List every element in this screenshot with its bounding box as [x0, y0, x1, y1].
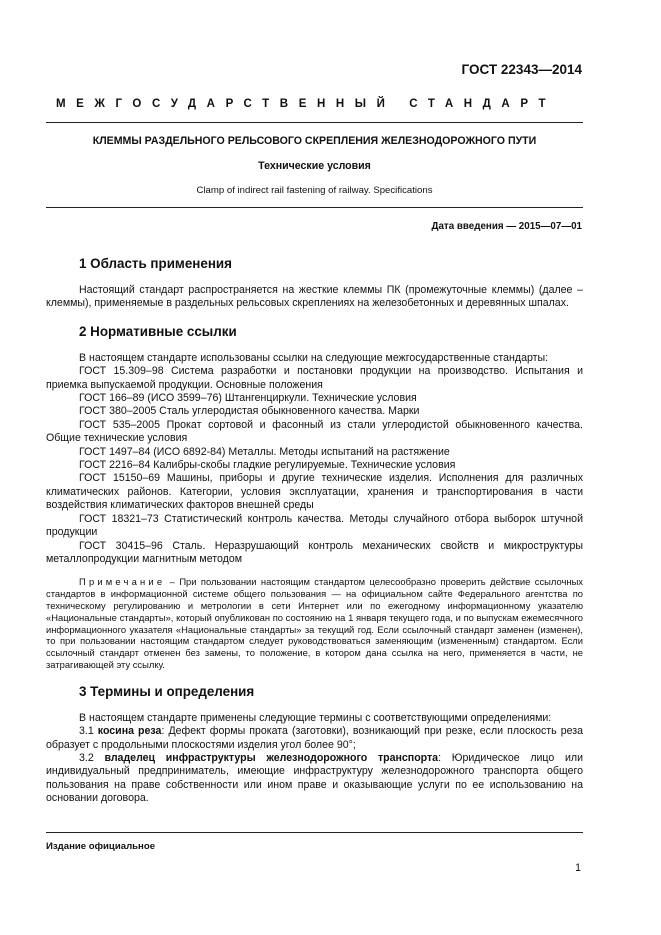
reference-item: ГОСТ 2216–84 Калибры-скобы гладкие регулируемые. Технические условия — [79, 459, 456, 472]
note — [46, 576, 583, 670]
term-item — [46, 725, 583, 752]
note-label: Примечание — [79, 576, 166, 588]
paragraph: Настоящий стандарт распространяется на жесткие клеммы ПК (промежуточные клеммы) (далее – клеммы), применяемые в раздельных рельсовых скреплениях на железобетонных и деревянных шпалах. — [46, 284, 583, 310]
document-english-title: Clamp of indirect rail fastening of railway. Specifications — [196, 185, 433, 196]
section-heading: 2 Нормативные ссылки — [79, 323, 237, 339]
reference-item: ГОСТ 15.309–98 Система разработки и постановки продукции на производство. Испытания и приемка выпускаемой продукции. Основные положения — [46, 365, 583, 391]
reference-item: ГОСТ 380–2005 Сталь углеродистая обыкновенного качества. Марки — [79, 405, 420, 418]
section-heading: 1 Область применения — [79, 256, 232, 271]
reference-item: ГОСТ 18321–73 Статистический контроль качества. Методы случайного отбора выборок штучной продукции — [46, 512, 583, 539]
document-title: КЛЕММЫ РАЗДЕЛЬНОГО РЕЛЬСОВОГО СКРЕПЛЕНИЯ ЖЕЛЕЗНОДОРОЖНОГО ПУТИ — [92, 135, 537, 147]
document-subtitle: Технические условия — [258, 160, 371, 172]
reference-item: ГОСТ 166–89 (ИСО 3599–76) Штангенциркули. Технические условия — [79, 392, 417, 405]
introduction-date: Дата введения — 2015—07—01 — [431, 221, 582, 232]
paragraph: В настоящем стандарте применены следующие термины с соответствующими определениями: — [79, 711, 552, 724]
reference-item: ГОСТ 1497–84 (ИСО 6892-84) Металлы. Методы испытаний на растяжение — [79, 445, 450, 458]
banner-rule — [46, 122, 583, 123]
paragraph: В настоящем стандарте использованы ссылки на следующие межгосударственные стандарты: — [79, 351, 549, 364]
document-body — [46, 256, 583, 819]
term-number: 3.2 — [79, 751, 105, 764]
reference-item: ГОСТ 30415–96 Сталь. Неразрушающий контроль механических свойств и микроструктуры металлопродукции магнитным методом — [46, 539, 583, 565]
section-heading: 3 Термины и определения — [79, 683, 255, 699]
reference-item: ГОСТ 535–2005 Прокат сортовой и фасонный из стали углеродистой обыкновенного качества. Общие технические условия — [46, 418, 583, 445]
reference-item: ГОСТ 15150–69 Машины, приборы и другие технические изделия. Исполнения для различных климатических районов. Категории, условия эксплуатации, хранения и транспортирования в части воздействия климатических факторов внешней среды — [46, 472, 583, 512]
term-number: 3.1 — [79, 725, 98, 738]
section-scope — [46, 256, 583, 311]
edition-label: Издание официальное — [46, 841, 156, 852]
term-name: косина реза — [97, 725, 162, 738]
section-normative-references — [46, 324, 583, 671]
footer-rule — [46, 832, 583, 833]
standard-code: ГОСТ 22343—2014 — [461, 62, 582, 77]
term-item — [46, 752, 583, 806]
term-definition: : Юридическое лицо или индивидуальный предприниматель, имеющие инфраструктуру железнодорожного транспорта общего пользования на праве собственности или ином праве и оказывающие услуги по ее использованию на основании договора. — [46, 751, 583, 805]
term-definition: : Дефект формы проката (заготовки), возникающий при резке, если плоскость реза образует с продольными плоскостями изделия угол более 90°; — [46, 725, 584, 751]
note-text: – При пользовании настоящим стандартом целесообразно проверить действие ссылочных стандартов в информационной системе общего пользования — на официальном сайте Федерального агентства по техническому регулированию и метрологии в сети Интернет или по ежегодному информационному указателю «Национальные стандарты», который опубликован по состоянию на 1 января текущего года, и по выпускам ежемесячного информационного указателя «Национальные стандарты» за текущий год. Если ссылочный стандарт заменен (изменен), то при пользовании настоящим стандартом следует руководствоваться заменяющим (измененным) стандартом. Если ссылочный стандарт отменен без замены, то положение, в котором дана ссылка на него, применяется в части, не затрагивающей эту ссылку. — [46, 576, 583, 670]
title-rule — [46, 207, 583, 208]
standard-banner: МЕЖГОСУДАРСТВЕННЫЙ СТАНДАРТ — [56, 98, 557, 110]
section-terms — [46, 684, 583, 806]
term-name: владелец инфраструктуры железнодорожного транспорта — [104, 751, 439, 764]
page-number: 1 — [575, 862, 581, 874]
